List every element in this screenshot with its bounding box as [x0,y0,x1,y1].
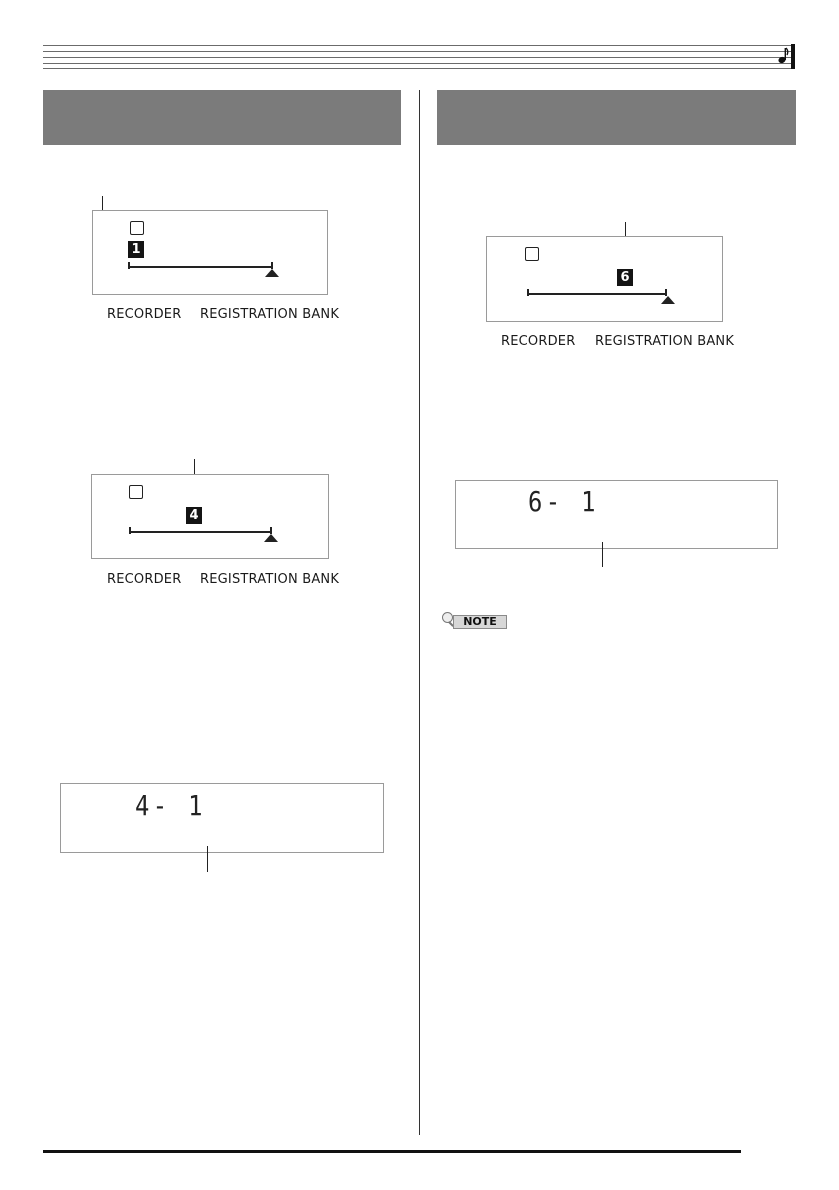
triangle-marker-icon [264,534,278,542]
progress-bar-line [527,293,667,295]
triangle-marker-icon [661,296,675,304]
callout-leader [207,846,208,872]
lcd-display-readout [455,480,778,549]
progress-bar-tick [270,527,272,534]
lcd-indicator-square [130,221,144,235]
label-registration-bank: REGISTRATION BANK [200,572,340,587]
progress-bar-line [128,266,273,268]
lcd-display-bank-1 [92,210,328,295]
bank-number-badge: 6 [617,269,633,286]
note-label: NOTE [453,615,507,629]
staff-end-bar [791,44,795,69]
progress-bar-tick [128,262,130,269]
staff-line-5 [43,68,793,69]
lcd-display-bank-4 [91,474,329,559]
lcd-display-readout [60,783,384,853]
footer-rule [43,1150,741,1153]
label-registration-bank: REGISTRATION BANK [595,334,735,349]
label-recorder: RECORDER [107,572,182,587]
staff-line-4 [43,63,793,64]
staff-line-2 [43,51,793,52]
music-note-icon [778,46,790,66]
right-section-header [437,90,796,145]
bank-number-badge: 4 [186,507,202,524]
column-divider [419,90,420,1135]
segment-readout: 6- 1 [528,485,599,518]
callout-leader [602,542,603,567]
note-badge [441,612,509,630]
lcd-display-bank-6 [486,236,723,322]
triangle-marker-icon [265,269,279,277]
progress-bar-tick [271,262,273,269]
progress-bar-tick [527,289,529,296]
label-registration-bank: REGISTRATION BANK [200,307,340,322]
progress-bar-tick [665,289,667,296]
lcd-indicator-square [525,247,539,261]
staff-line-3 [43,57,793,58]
lcd-indicator-square [129,485,143,499]
label-recorder: RECORDER [107,307,182,322]
progress-bar-line [129,531,272,533]
label-recorder: RECORDER [501,334,576,349]
bank-number-badge: 1 [128,241,144,258]
progress-bar-tick [129,527,131,534]
left-section-header [43,90,401,145]
segment-readout: 4- 1 [135,789,206,822]
staff-line-1 [43,45,793,46]
